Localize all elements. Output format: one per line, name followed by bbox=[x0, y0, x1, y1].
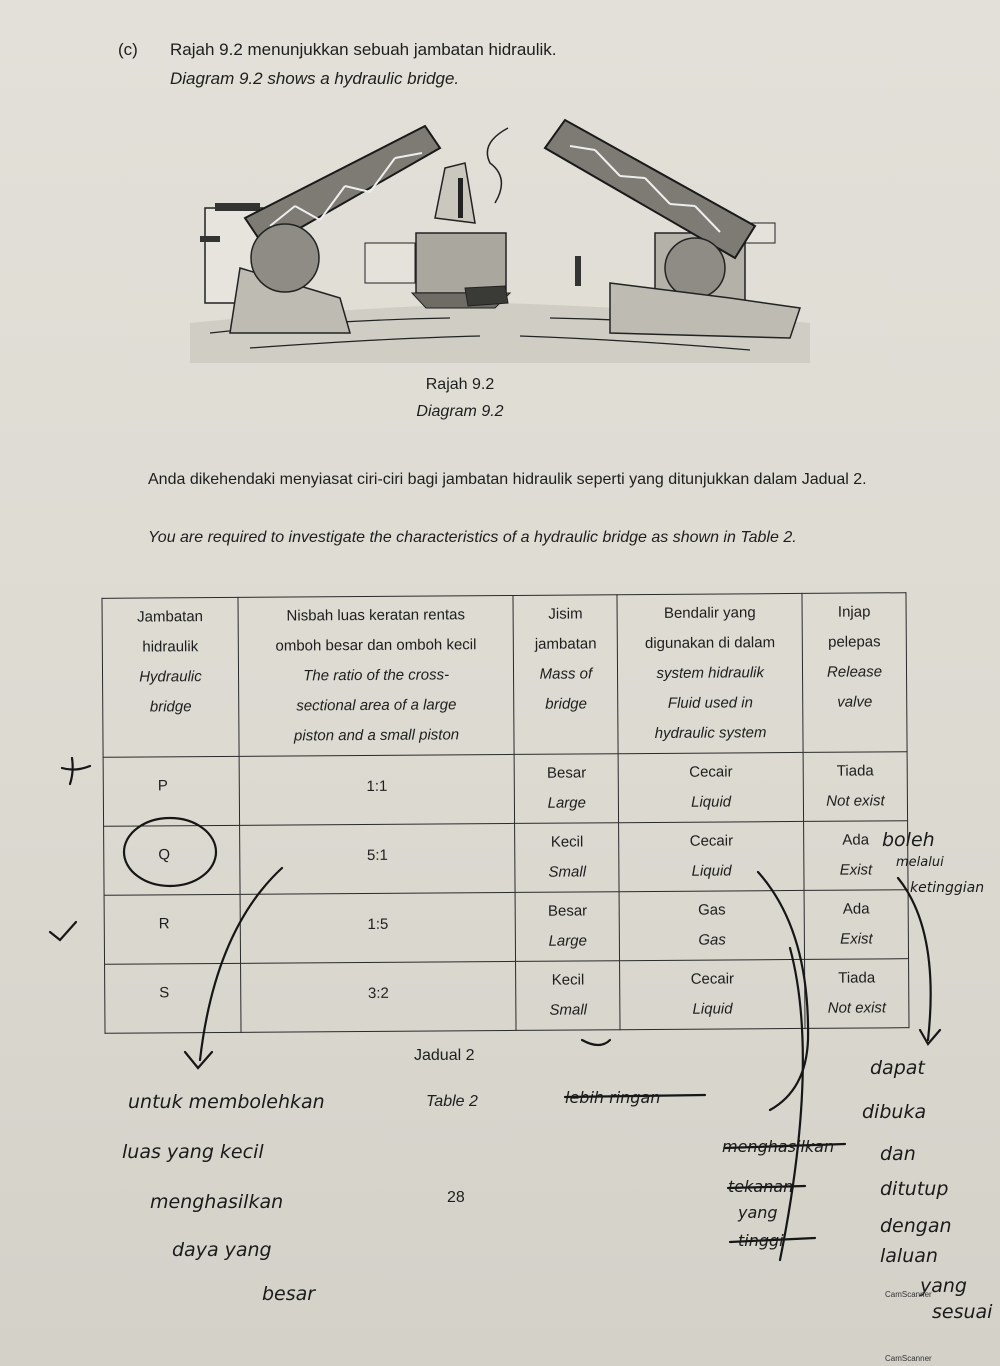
header-bridge-malay-2: hidraulik bbox=[142, 638, 199, 656]
header-ratio-english-1: The ratio of the cross- bbox=[303, 666, 450, 685]
fluid-malay: Gas bbox=[698, 901, 726, 919]
bridge-characteristics-table bbox=[101, 592, 909, 1034]
hw-note-dengan: dengan bbox=[880, 1215, 952, 1237]
ratio-cell: 1:5 bbox=[240, 892, 516, 963]
header-bridge-english-1: Hydraulic bbox=[139, 668, 202, 686]
hw-note-left-5: besar bbox=[262, 1283, 316, 1305]
header-valve-english-1: Release bbox=[826, 663, 883, 681]
valve-malay: Ada bbox=[842, 831, 870, 849]
hw-note-left-3: menghasilkan bbox=[150, 1191, 284, 1213]
ratio-cell: 5:1 bbox=[239, 823, 515, 894]
diagram-caption-malay: Rajah 9.2 bbox=[425, 376, 495, 393]
hw-note-dan: dan bbox=[880, 1143, 916, 1165]
diagram-caption-english: Diagram 9.2 bbox=[416, 403, 504, 420]
header-mass-english-1: Mass of bbox=[539, 665, 593, 683]
hw-note-struck-2: menghasilkan bbox=[722, 1137, 835, 1156]
valve-cell bbox=[805, 959, 909, 1029]
fluid-malay: Cecair bbox=[690, 970, 735, 988]
question-text-malay: Rajah 9.2 menunjukkan sebuah jambatan hidraulik. bbox=[170, 40, 557, 59]
fluid-malay: Cecair bbox=[689, 832, 734, 850]
hw-note-struck-1: lebih ringan bbox=[565, 1088, 661, 1107]
ratio-cell: 3:2 bbox=[240, 961, 516, 1032]
fluid-english: Gas bbox=[698, 931, 726, 949]
bridge-name-cell: R bbox=[104, 894, 240, 964]
fluid-english: Liquid bbox=[691, 862, 732, 880]
hw-note-left-4: daya yang bbox=[172, 1239, 272, 1261]
header-valve-malay-2: pelepas bbox=[828, 633, 881, 651]
hw-note-yang: yang bbox=[920, 1275, 967, 1297]
mass-malay: Kecil bbox=[550, 833, 584, 851]
valve-english: Not exist bbox=[826, 792, 885, 810]
hw-note-struck-3: tekanan bbox=[728, 1177, 794, 1196]
hw-note-dapat: dapat bbox=[870, 1057, 925, 1079]
header-fluid-malay-2: digunakan di dalam bbox=[644, 634, 776, 653]
hw-note-boleh: boleh bbox=[882, 829, 935, 851]
header-bridge-english-2: bridge bbox=[149, 698, 192, 716]
fluid-cell bbox=[619, 821, 804, 891]
hw-note-ditutup: ditutup bbox=[880, 1178, 949, 1200]
hw-note-left-1: untuk membolehkan bbox=[128, 1091, 325, 1113]
valve-malay: Tiada bbox=[838, 969, 876, 987]
instruction-malay: Anda dikehendaki menyiasat ciri-ciri bagi jambatan hidraulik seperti yang ditunjukkan dalam Jadual 2. bbox=[148, 471, 867, 488]
header-area-ratio bbox=[238, 595, 515, 756]
table-caption-english: Table 2 bbox=[426, 1093, 478, 1110]
question-label: (c) bbox=[118, 40, 138, 59]
table-row bbox=[103, 752, 907, 827]
fluid-cell bbox=[618, 752, 803, 822]
page-number: 28 bbox=[447, 1189, 465, 1206]
valve-english: Not exist bbox=[827, 999, 887, 1017]
mass-cell bbox=[515, 823, 619, 893]
valve-cell bbox=[804, 821, 908, 891]
hw-note-struck-4: yang bbox=[738, 1203, 778, 1222]
table-row bbox=[105, 959, 909, 1034]
hw-note-left-2: luas yang kecil bbox=[122, 1141, 264, 1163]
header-fluid-english-1: system hidraulik bbox=[656, 664, 765, 682]
mass-english: Small bbox=[549, 1001, 588, 1019]
bridge-name-cell: P bbox=[103, 756, 239, 826]
header-mass-english-2: bridge bbox=[545, 695, 588, 713]
valve-malay: Tiada bbox=[836, 762, 874, 780]
hw-note-laluan: laluan bbox=[880, 1245, 938, 1267]
table-row bbox=[104, 821, 908, 896]
instruction-english: You are required to investigate the characteristics of a hydraulic bridge as shown in Table 2. bbox=[148, 529, 797, 546]
ratio-cell: 1:1 bbox=[239, 754, 515, 825]
header-valve-malay-1: Injap bbox=[837, 603, 871, 621]
header-mass bbox=[513, 595, 618, 755]
header-fluid-english-2: Fluid used in bbox=[667, 694, 754, 712]
header-bridge bbox=[102, 597, 239, 757]
header-mass-malay-1: Jisim bbox=[548, 605, 583, 623]
table-header-row bbox=[102, 593, 907, 758]
mass-cell bbox=[515, 892, 619, 962]
bridge-name-cell: S bbox=[105, 963, 241, 1033]
valve-cell bbox=[803, 752, 907, 822]
mass-cell bbox=[516, 961, 620, 1031]
fluid-cell bbox=[619, 890, 804, 960]
mass-english: Small bbox=[548, 863, 587, 881]
valve-cell bbox=[804, 890, 908, 960]
hw-note-melalui: melalui bbox=[896, 855, 944, 870]
mass-english: Large bbox=[547, 794, 587, 812]
valve-english: Exist bbox=[840, 930, 873, 948]
valve-english: Exist bbox=[839, 861, 873, 879]
mass-cell bbox=[514, 754, 618, 824]
mass-malay: Besar bbox=[546, 764, 587, 782]
header-ratio-english-3: piston and a small piston bbox=[293, 726, 460, 745]
valve-malay: Ada bbox=[842, 900, 870, 918]
question-text-english: Diagram 9.2 shows a hydraulic bridge. bbox=[170, 69, 460, 88]
fluid-cell bbox=[620, 959, 805, 1029]
hw-note-ketinggian: ketinggian bbox=[910, 880, 985, 896]
header-mass-malay-2: jambatan bbox=[534, 635, 597, 653]
header-valve bbox=[802, 593, 907, 753]
table-caption-malay: Jadual 2 bbox=[414, 1047, 475, 1064]
fluid-malay: Cecair bbox=[689, 763, 733, 781]
header-ratio-malay-1: Nisbah luas keratan rentas bbox=[286, 606, 466, 625]
fluid-english: Liquid bbox=[691, 793, 732, 811]
fluid-english: Liquid bbox=[692, 1000, 733, 1018]
bridge-name-cell: Q bbox=[104, 825, 240, 895]
mass-malay: Kecil bbox=[551, 971, 585, 989]
header-fluid-malay-1: Bendalir yang bbox=[663, 604, 756, 622]
camscanner-watermark: CamScanner bbox=[885, 1290, 932, 1299]
hydraulic-bridge-drawing bbox=[190, 108, 810, 363]
hw-note-struck-5: tinggi bbox=[738, 1231, 784, 1250]
table-row bbox=[104, 890, 908, 965]
hw-note-sesuai: sesuai bbox=[932, 1301, 993, 1323]
header-fluid-english-3: hydraulic system bbox=[654, 724, 767, 742]
header-ratio-malay-2: omboh besar dan omboh kecil bbox=[275, 636, 477, 655]
header-bridge-malay-1: Jambatan bbox=[137, 608, 204, 626]
header-ratio-english-2: sectional area of a large bbox=[296, 696, 457, 715]
header-valve-english-2: valve bbox=[837, 693, 873, 711]
header-fluid bbox=[617, 593, 803, 753]
hw-note-dibuka: dibuka bbox=[862, 1101, 927, 1123]
camscanner-watermark-bottom: CamScanner bbox=[885, 1354, 932, 1363]
mass-english: Large bbox=[548, 932, 587, 950]
mass-malay: Besar bbox=[547, 902, 588, 920]
